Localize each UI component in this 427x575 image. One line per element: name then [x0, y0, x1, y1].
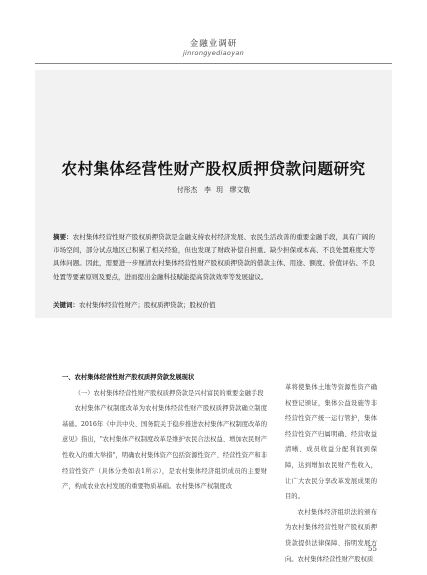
keywords-label: 关键词：	[53, 301, 79, 309]
journal-pinyin: jinrongyediaoyan	[182, 49, 245, 57]
abstract-label: 摘要：	[53, 233, 73, 241]
section-heading: 一、农村集体经营性财产股权质押贷款发展现状	[62, 374, 195, 381]
body-paragraph: 农村集体产权制度改革为农村集体经营性财产股权质押贷款确立制度基础。2016年《中共中央、国务院关于稳步推进农村集体产权制度改革的意见》指出，"农村集体产权制度改革是维护农民合法权益、增加农民财产性收入的重大举措"，明确农村集体资产包括资源性资产、经营性资产和非经营性资产（具体分类如表1所示），是农村集体经济组织成员的主要财产，构成农业农村发展的重要物质基础。农村集体产权制度改	[62, 405, 267, 491]
body-paragraph: 农村集体经济组织法的颁布为农村集体经营性财产股权质押贷款提供法律保障、指明发展方向。农村集体经营性财产股权质	[285, 508, 377, 563]
article-header-box	[35, 70, 392, 318]
article-title: 农村集体经营性财产股权质押贷款问题研究	[61, 159, 366, 178]
subsection-heading: （一）农村集体经营性财产股权质押贷款是兴村富民的重要金融手段	[74, 389, 264, 397]
body-left-column	[62, 370, 267, 495]
keywords	[53, 299, 375, 311]
article-authors: 付彤杰 李 玥 缪文敬	[176, 186, 251, 194]
abstract-text: 农村集体经营性财产股权质押贷款是金融支持农村经济发展、农民生活改善的重要金融手段，具有广阔的市场空间，部分试点地区已积累了相关经验，但也发现了财政补偿自担重、缺少担保或本高、不良处置难度大等具体问题。因此，需要进一步厘清农村集体经营性财产股权质押贷款的借款主体、用途、额度、价值评估、不良处置等要素原则及要点，进而提出金融科技赋能提高贷款效率等发展建议。	[53, 233, 376, 281]
body-paragraph: 革将使集体土地等资源性资产确权登记颁证，集体公益设施等非经营性资产统一运行管护，集体经营性资产归属明确、经营收益清晰、成员收益分配利润到保障，达到增加农民财产性收入，让广大农民分享改革发展成果的目的。	[285, 384, 377, 501]
abstract	[53, 231, 375, 284]
page-number: 55	[368, 545, 377, 553]
body-right-column	[285, 380, 377, 567]
header-divider	[35, 63, 392, 64]
keywords-text: 农村集体经营性财产；股权质押贷款；股权价值	[79, 301, 216, 309]
journal-name: 金融业调研	[189, 39, 238, 49]
